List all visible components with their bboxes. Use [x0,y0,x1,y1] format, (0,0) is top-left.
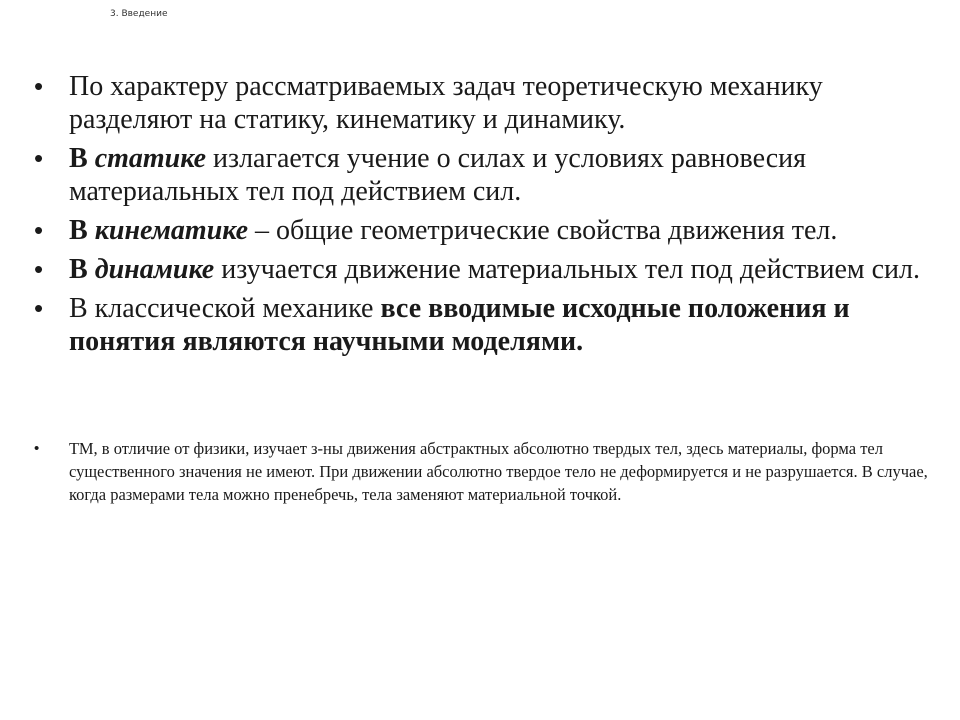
list-item [34,70,946,136]
item-lead: В [69,215,88,246]
bullet-icon: • [34,293,44,323]
list-item [34,214,946,247]
item-term: статике [94,143,207,174]
item-text: По характеру рассматриваемых задач теоретическую механику разделяют на статику, кинематику и динамику. [69,71,823,135]
note-item [34,437,934,506]
list-item [34,292,946,358]
item-bold: все вводимые исходные положения и понятия являются научными моделями. [69,293,850,357]
item-term: динамике [94,254,215,285]
item-lead: В [69,254,88,285]
bullet-icon: • [34,143,44,173]
item-rest: – общие геометрические свойства движения тел. [248,215,838,246]
main-bullet-list [34,70,946,364]
note-list [34,437,934,506]
bullet-icon: • [34,71,44,101]
item-lead: В [69,143,88,174]
section-title: 3. Введение [110,9,168,19]
note-text: ТМ, в отличие от физики, изучает з-ны движения абстрактных абсолютно твердых тел, здесь материалы, форма тел существенного значения не имеют. При движении абсолютно твердое тело не деформируется и не разрушается. В случае, когда размерами тела можно пренебречь, тела заменяют материальной точкой. [69,439,928,504]
list-item [34,253,946,286]
bullet-icon: • [34,254,44,284]
item-term: кинематике [94,215,249,246]
bullet-icon: • [34,440,40,457]
bullet-icon: • [34,215,44,245]
item-rest: изучается движение материальных тел под действием сил. [214,254,920,285]
item-plain: В классической механике [69,293,381,324]
list-item [34,142,946,208]
item-rest: излагается учение о силах и условиях равновесия материальных тел под действием сил. [69,143,806,207]
